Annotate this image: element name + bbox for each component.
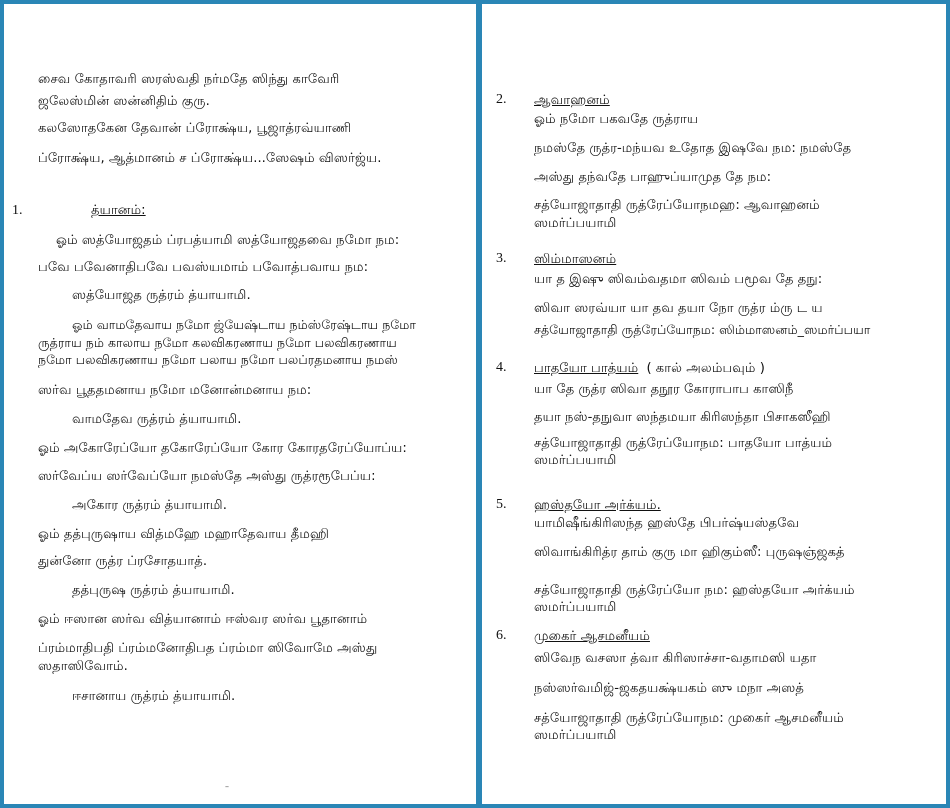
right-page bbox=[482, 4, 946, 804]
section-heading: பாதயோ பாத்யம் bbox=[534, 361, 639, 376]
text-line: துன்னோ ருத்ர ப்ரசோதயாத். bbox=[38, 554, 208, 569]
section-heading: த்யானம்: bbox=[91, 203, 146, 218]
text-line: சத்யோஜாதாதி ருத்ரேப்யோநம: பாதயோ பாத்யம் bbox=[534, 436, 833, 451]
section-heading-row bbox=[534, 361, 765, 377]
section-number: 3. bbox=[496, 251, 507, 266]
intro-line: ப்ரோக்ஷ்ய, ஆத்மானம் ச ப்ரோக்ஷ்ய...ஸேஷம் விஸர்ஜ்ய. bbox=[38, 151, 382, 166]
text-line: தயா நஸ்-தநுவா ஸந்தமயா கிரிஸந்தா பிசாகஸீஹி bbox=[534, 410, 831, 425]
section-number: 1. bbox=[12, 203, 23, 218]
text-line: சத்யோஜாதாதி ருத்ரேப்யோநமஹ: ஆவாஹனம் bbox=[534, 198, 820, 213]
text-line: ஸமர்ப்பயாமி bbox=[534, 728, 617, 743]
text-line: ஸத்யோஜத ருத்ரம் த்யாயாமி. bbox=[72, 288, 251, 303]
intro-line: சைவ கோதாவரி ஸரஸ்வதி நர்மதே ஸிந்து காவேரி bbox=[38, 72, 340, 87]
text-line: ஓம் ஈஸான ஸர்வ வித்யானாம் ஈஸ்வர ஸர்வ பூதானாம் bbox=[38, 612, 368, 627]
text-line: பவே பவேனாதிபவே பவஸ்யமாம் பவோத்பவாய நம: bbox=[38, 260, 369, 275]
text-line: ஓம் தத்புருஷாய வித்மஹே மஹாதேவாய தீமஹி bbox=[38, 527, 330, 542]
text-line: ஈசானாய ருத்ரம் த்யாயாமி. bbox=[72, 689, 236, 704]
text-line: ஸமர்ப்பயாமி bbox=[534, 600, 617, 615]
text-line: ருத்ராய நம் காலாய நமோ கலவிகரணாய நமோ பலவிகரணாய bbox=[38, 335, 397, 350]
text-line: ப்ரம்மாதிபதி ப்ரம்மனோதிபத ப்ரம்மா ஸிவோமே அஸ்து bbox=[38, 641, 378, 656]
intro-line: கலஸோதகேன தேவான் ப்ரோக்ஷ்ய, பூஜாத்ரவ்யாணி bbox=[38, 121, 352, 136]
text-line: வாமதேவ ருத்ரம் த்யாயாமி. bbox=[72, 412, 242, 427]
text-line: யாமிஷீங்கிரிஸந்த ஹஸ்தே பிபர்ஷ்யஸ்தவே bbox=[534, 516, 800, 531]
text-line: ஸமர்ப்பயாமி bbox=[534, 453, 617, 468]
text-line: அகோர ருத்ரம் த்யாயாமி. bbox=[72, 498, 227, 513]
left-page bbox=[4, 4, 476, 804]
text-line: யா தே ருத்ர ஸிவா தநூர கோராபாப காஸிநீ bbox=[534, 382, 794, 397]
text-line: ஓம் ஸத்யோஜதம் ப்ரபத்யாமி ஸத்யோஜதவை நமோ நம: bbox=[56, 233, 400, 248]
section-heading: ஆவாஹனம் bbox=[534, 93, 610, 108]
text-line: யா த இஷு ஸிவம்வதமா ஸிவம் பமூவ தே தநு: bbox=[534, 272, 823, 287]
section-number: 5. bbox=[496, 497, 507, 512]
text-line: நமோ பலவிகரணாய நமோ பலாய நமோ பலப்ரதமனாய நமஸ் bbox=[38, 352, 398, 367]
text-line: ஸிவேந வசஸா த்வா கிரிஸாச்சா-வதாமஸி யதா bbox=[534, 651, 817, 666]
section-heading: முகைர் ஆசமனீயம் bbox=[534, 629, 650, 644]
section-heading: ஸிம்மாஸனம் bbox=[534, 252, 617, 267]
text-line: சத்யோஜாதாதி ருத்ரேப்யோ நம: ஹஸ்தயோ அர்க்யம் bbox=[534, 583, 855, 598]
text-line: ஓம் அகோரேப்யோ தகோரேப்யோ கோர கோரதரேப்யோப்ய: bbox=[38, 441, 407, 456]
text-line: நஸ்ஸர்வமிஜ்-ஜகதயக்ஷ்யகம் ஸு மநா அஸத் bbox=[534, 681, 805, 696]
section-number: 4. bbox=[496, 360, 507, 375]
section-heading: ஹஸ்தயோ அர்க்யம். bbox=[534, 498, 661, 513]
section-number: 2. bbox=[496, 92, 507, 107]
text-line: ஸர்வேப்ய ஸர்வேப்யோ நமஸ்தே அஸ்து ருத்ரரூபேப்ய: bbox=[38, 469, 376, 484]
text-line: ஸதாஸிவோம். bbox=[38, 659, 128, 674]
text-line: ஸிவாங்கிரித்ர தாம் குரு மா ஹிகும்ஸீ: புருஷஞ்ஜகத் bbox=[534, 545, 845, 560]
text-line: ஓம் நமோ பகவதே ருத்ராய bbox=[534, 112, 699, 127]
text-line: நமஸ்தே ருத்ர-மந்யவ உதோத இஷவே நம: நமஸ்தே bbox=[534, 141, 852, 156]
text-line: ஸமர்ப்பயாமி bbox=[534, 216, 617, 231]
section-heading-note: ( கால் அலம்பவும் ) bbox=[646, 361, 765, 376]
text-line: சத்யோஜாதாதி ருத்ரேப்யோநம: ஸிம்மாஸனம்_ஸமர்ப்பயா bbox=[534, 322, 871, 337]
text-line: ஸிவா ஸரவ்யா யா தவ தயா நோ ருத்ர ம்ரு ட ய bbox=[534, 301, 823, 316]
text-line: தத்புருஷ ருத்ரம் த்யாயாமி. bbox=[72, 583, 235, 598]
text-line: ஸர்வ பூததமனாய நமோ மனோன்மனாய நம: bbox=[38, 383, 312, 398]
intro-line: ஜலேஸ்மின் ஸன்னிதிம் குரு. bbox=[38, 94, 210, 109]
text-line: ஓம் வாமதேவாய நமோ ஜ்யேஷ்டாய நம்ஸ்ரேஷ்டாய நமோ bbox=[72, 317, 416, 332]
text-line: அஸ்து தந்வதே பாஹுப்யாமுத தே நம: bbox=[534, 170, 772, 185]
section-number: 6. bbox=[496, 628, 507, 643]
text-line: சத்யோஜாதாதி ருத்ரேப்யோநம: முகைர் ஆசமனீயம் bbox=[534, 711, 844, 726]
footer-mark: – bbox=[225, 782, 229, 791]
